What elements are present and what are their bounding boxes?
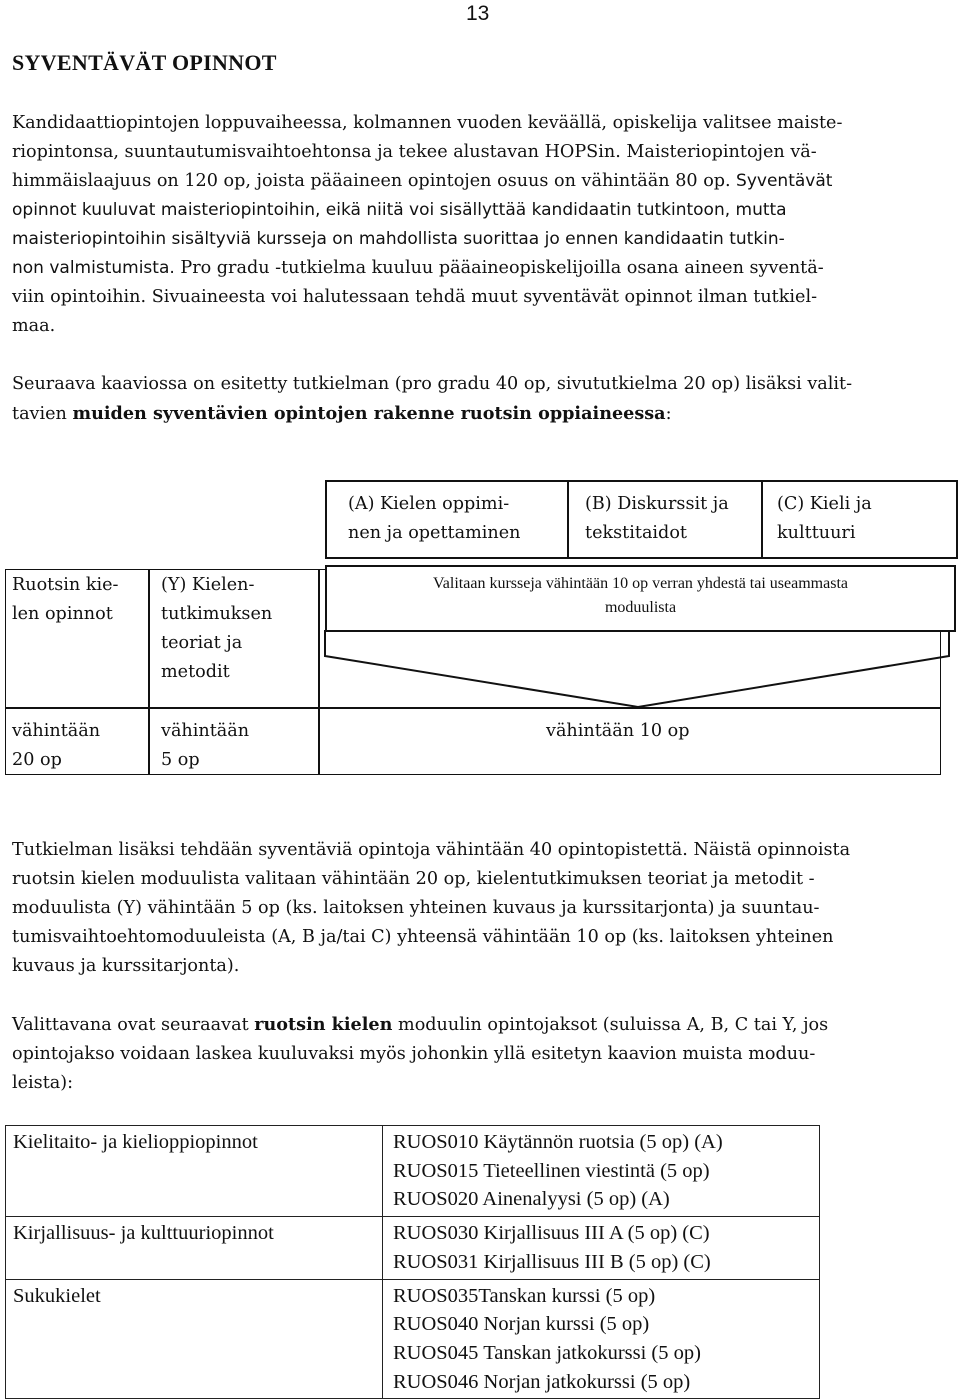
after-line-2: ruotsin kielen moduulista valitaan vähintään 20 op, kielentutkimuksen teoriat ja metodit -	[12, 869, 815, 889]
course-item: RUOS020 Ainenalyysi (5 op) (A)	[393, 1188, 670, 1211]
column-divider-1	[148, 569, 150, 775]
course-item: RUOS015 Tieteellinen viestintä (5 op)	[393, 1159, 710, 1182]
table-row	[6, 1126, 820, 1217]
modules-divider-2	[761, 480, 763, 559]
course-item: RUOS045 Tanskan jatkokurssi (5 op)	[393, 1341, 701, 1364]
intro-line-5: maisteriopintoihin sisältyviä kursseja on mahdollista suorittaa jo ennen kandidaatin tutkin-	[12, 229, 785, 249]
courses-table	[5, 1125, 820, 1399]
min-choice: vähintään 10 op	[546, 721, 690, 741]
after-line-4: tumisvaihtoehtomoduuleista (A, B ja/tai C) yhteensä vähintään 10 op (ks. laitoksen yhteinen	[12, 927, 834, 947]
course-item: RUOS046 Norjan jatkokurssi (5 op)	[393, 1370, 691, 1393]
intro-line-4: opinnot kuuluvat maisteriopintoihin, eikä niitä voi sisällyttää kandidaatin tutkintoon, mutta	[12, 200, 787, 220]
module-a-label: (A) Kielen oppimi- nen ja opettaminen	[348, 494, 521, 543]
course-item: RUOS010 Käytännön ruotsia (5 op) (A)	[393, 1131, 723, 1153]
intro-line-6: non valmistumista. Pro gradu -tutkielma kuuluu pääaineopiskelijoilla osana aineen syventä-	[12, 258, 824, 278]
intro-line-8: maa.	[12, 316, 56, 336]
module-y-label: (Y) Kielen- tutkimuksen teoriat ja metodit	[161, 575, 273, 682]
course-item: RUOS040 Norjan kurssi (5 op)	[393, 1313, 650, 1336]
diagram-intro	[12, 370, 852, 429]
after-line-5: kuvaus ja kurssitarjonta).	[12, 956, 240, 976]
swedish-studies-label: Ruotsin kie- len opinnot	[12, 575, 119, 624]
page-number: 13	[466, 2, 490, 25]
choice-text: Valitaan kursseja vähintään 10 op verran yhdestä tai useammasta moduulista	[433, 575, 848, 616]
module-c-label: (C) Kieli ja kulttuuri	[777, 494, 872, 543]
table-row	[6, 1217, 820, 1279]
after-diagram-paragraph	[12, 836, 850, 981]
section-heading: SYVENTÄVÄT OPINNOT	[12, 50, 277, 75]
course-item: RUOS035Tanskan kurssi (5 op)	[393, 1284, 656, 1307]
min-module-y: vähintään 5 op	[161, 721, 250, 770]
courses-intro	[12, 1010, 828, 1098]
courses-intro-line-2: opintojakso voidaan laskea kuuluvaksi myös johonkin yllä esitetyn kaavion muista moduu-	[12, 1044, 816, 1064]
intro-line-3: himmäislaajuus on 120 op, joista pääaineen opintojen osuus on vähintään 80 op. Syventävät	[12, 171, 833, 191]
intro-paragraph	[12, 109, 842, 341]
intro-line-7: viin opintoihin. Sivuaineesta voi halutessaan tehdä muut syventävät opinnot ilman tutkiel-	[12, 287, 818, 307]
modules-divider-1	[567, 480, 569, 559]
course-group: Kielitaito- ja kielioppiopinnot	[6, 1126, 383, 1217]
course-item: RUOS030 Kirjallisuus III A (5 op) (C)	[393, 1222, 710, 1245]
after-line-1: Tutkielman lisäksi tehdään syventäviä opintoja vähintään 40 opintopistettä. Näistä opinnoista	[12, 840, 851, 860]
choice-arrow-icon	[318, 630, 958, 710]
diagram-intro-line-1: Seuraava kaaviossa on esitetty tutkielman (pro gradu 40 op, sivututkielma 20 op) lisäksi valit-	[12, 374, 853, 394]
intro-line-1: Kandidaattiopintojen loppuvaiheessa, kolmannen vuoden keväällä, opiskelija valitsee maiste-	[12, 113, 843, 133]
table-row	[6, 1279, 820, 1399]
course-group: Sukukielet	[6, 1279, 383, 1399]
diagram-intro-line-2: tavien muiden syventävien opintojen rakenne ruotsin oppiaineessa:	[12, 403, 672, 424]
course-item: RUOS031 Kirjallisuus III B (5 op) (C)	[393, 1250, 711, 1273]
after-line-3: moduulista (Y) vähintään 5 op (ks. laitoksen yhteinen kuvaus ja kurssitarjonta) ja suuntau-	[12, 898, 820, 918]
course-group: Kirjallisuus- ja kulttuuriopinnot	[6, 1217, 383, 1279]
course-list	[383, 1126, 820, 1217]
intro-line-2: riopintonsa, suuntautumisvaihtoehtonsa ja tekee alustavan HOPSin. Maisteriopintojen vä-	[12, 142, 817, 162]
min-swedish: vähintään 20 op	[12, 721, 101, 770]
course-list	[383, 1279, 820, 1399]
module-b-label: (B) Diskurssit ja tekstitaidot	[585, 494, 729, 543]
course-list	[383, 1217, 820, 1279]
courses-intro-line-1: Valittavana ovat seuraavat ruotsin kielen moduulin opintojaksot (suluissa A, B, C tai Y, jos	[12, 1014, 829, 1035]
courses-intro-line-3: leista):	[12, 1073, 74, 1093]
